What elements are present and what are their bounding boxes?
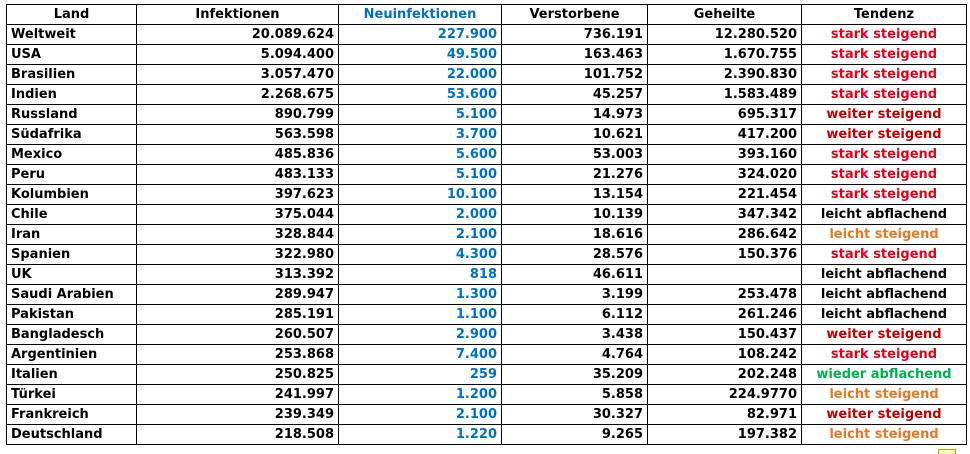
cell-neuinfektionen[interactable]: 2.100 (339, 225, 502, 245)
table-row (7, 185, 967, 205)
header-verstorbene[interactable]: Verstorbene (502, 5, 648, 25)
cell-verstorbene[interactable]: 9.265 (502, 425, 648, 445)
cell-neuinfektionen[interactable]: 53.600 (339, 85, 502, 105)
paste-options-icon[interactable] (938, 449, 956, 454)
cell-verstorbene[interactable]: 10.621 (502, 125, 648, 145)
cell-verstorbene[interactable]: 53.003 (502, 145, 648, 165)
cell-neuinfektionen[interactable]: 7.400 (339, 345, 502, 365)
cell-infektionen[interactable]: 20.089.624 (137, 25, 339, 45)
cell-tendenz[interactable]: leicht abflachend (802, 285, 967, 305)
cell-infektionen[interactable]: 5.094.400 (137, 45, 339, 65)
cell-land[interactable]: Weltweit (7, 25, 137, 45)
cell-geheilte[interactable]: 224.9770 (648, 385, 802, 405)
cell-geheilte[interactable]: 2.390.830 (648, 65, 802, 85)
cell-infektionen[interactable]: 322.980 (137, 245, 339, 265)
table-row (7, 165, 967, 185)
cell-geheilte[interactable]: 286.642 (648, 225, 802, 245)
header-row (7, 5, 967, 25)
cell-neuinfektionen[interactable]: 22.000 (339, 65, 502, 85)
cell-land[interactable]: Brasilien (7, 65, 137, 85)
header-land[interactable]: Land (7, 5, 137, 25)
cell-tendenz[interactable]: stark steigend (802, 345, 967, 365)
cell-verstorbene[interactable]: 13.154 (502, 185, 648, 205)
covid-table (6, 4, 967, 445)
cell-tendenz[interactable]: stark steigend (802, 245, 967, 265)
table-row (7, 305, 967, 325)
cell-land[interactable]: Iran (7, 225, 137, 245)
table-row (7, 65, 967, 85)
cell-geheilte[interactable]: 1.670.755 (648, 45, 802, 65)
cell-tendenz[interactable]: leicht abflachend (802, 265, 967, 285)
cell-land[interactable]: Argentinien (7, 345, 137, 365)
cell-verstorbene[interactable]: 736.191 (502, 25, 648, 45)
cell-geheilte[interactable]: 12.280.520 (648, 25, 802, 45)
cell-verstorbene[interactable]: 14.973 (502, 105, 648, 125)
cell-land[interactable]: Türkei (7, 385, 137, 405)
header-neuinfektionen[interactable]: Neuinfektionen (339, 5, 502, 25)
table-row (7, 105, 967, 125)
table-row (7, 145, 967, 165)
cell-geheilte[interactable]: 202.248 (648, 365, 802, 385)
cell-infektionen[interactable]: 250.825 (137, 365, 339, 385)
cell-geheilte[interactable]: 221.454 (648, 185, 802, 205)
cell-tendenz[interactable]: leicht steigend (802, 225, 967, 245)
cell-verstorbene[interactable]: 45.257 (502, 85, 648, 105)
table-row (7, 25, 967, 45)
cell-infektionen[interactable]: 563.598 (137, 125, 339, 145)
cell-land[interactable]: Chile (7, 205, 137, 225)
covid-statistics-sheet (6, 4, 966, 445)
header-geheilte[interactable]: Geheilte (648, 5, 802, 25)
cell-geheilte[interactable] (648, 265, 802, 285)
cell-neuinfektionen[interactable]: 2.000 (339, 205, 502, 225)
cell-infektionen[interactable]: 289.947 (137, 285, 339, 305)
table-row (7, 245, 967, 265)
cell-neuinfektionen[interactable]: 1.220 (339, 425, 502, 445)
cell-land[interactable]: Deutschland (7, 425, 137, 445)
cell-verstorbene[interactable]: 10.139 (502, 205, 648, 225)
header-infektionen[interactable]: Infektionen (137, 5, 339, 25)
cell-land[interactable]: Südafrika (7, 125, 137, 145)
cell-verstorbene[interactable]: 3.438 (502, 325, 648, 345)
table-row (7, 425, 967, 445)
cell-tendenz[interactable]: stark steigend (802, 45, 967, 65)
cell-neuinfektionen[interactable]: 2.100 (339, 405, 502, 425)
cell-infektionen[interactable]: 375.044 (137, 205, 339, 225)
cell-infektionen[interactable]: 241.997 (137, 385, 339, 405)
cell-land[interactable]: UK (7, 265, 137, 285)
table-row (7, 405, 967, 425)
cell-neuinfektionen[interactable]: 1.100 (339, 305, 502, 325)
table-row (7, 285, 967, 305)
cell-neuinfektionen[interactable]: 1.300 (339, 285, 502, 305)
cell-infektionen[interactable]: 483.133 (137, 165, 339, 185)
cell-tendenz[interactable]: leicht steigend (802, 385, 967, 405)
cell-verstorbene[interactable]: 18.616 (502, 225, 648, 245)
cell-tendenz[interactable]: stark steigend (802, 85, 967, 105)
cell-verstorbene[interactable]: 163.463 (502, 45, 648, 65)
cell-tendenz[interactable]: stark steigend (802, 165, 967, 185)
cell-geheilte[interactable]: 150.437 (648, 325, 802, 345)
cell-geheilte[interactable]: 695.317 (648, 105, 802, 125)
table-row (7, 385, 967, 405)
table-row (7, 325, 967, 345)
cell-neuinfektionen[interactable]: 4.300 (339, 245, 502, 265)
cell-verstorbene[interactable]: 21.276 (502, 165, 648, 185)
cell-land[interactable]: Bangladesch (7, 325, 137, 345)
cell-land[interactable]: Italien (7, 365, 137, 385)
cell-geheilte[interactable]: 417.200 (648, 125, 802, 145)
cell-verstorbene[interactable]: 5.858 (502, 385, 648, 405)
cell-geheilte[interactable]: 82.971 (648, 405, 802, 425)
cell-geheilte[interactable]: 150.376 (648, 245, 802, 265)
cell-infektionen[interactable]: 890.799 (137, 105, 339, 125)
cell-infektionen[interactable]: 260.507 (137, 325, 339, 345)
cell-infektionen[interactable]: 218.508 (137, 425, 339, 445)
header-tendenz[interactable]: Tendenz (802, 5, 967, 25)
cell-neuinfektionen[interactable]: 227.900 (339, 25, 502, 45)
cell-geheilte[interactable]: 108.242 (648, 345, 802, 365)
cell-neuinfektionen[interactable]: 10.100 (339, 185, 502, 205)
cell-geheilte[interactable]: 253.478 (648, 285, 802, 305)
cell-tendenz[interactable]: stark steigend (802, 25, 967, 45)
cell-land[interactable]: Mexico (7, 145, 137, 165)
cell-geheilte[interactable]: 1.583.489 (648, 85, 802, 105)
cell-land[interactable]: Indien (7, 85, 137, 105)
cell-neuinfektionen[interactable]: 5.600 (339, 145, 502, 165)
cell-verstorbene[interactable]: 3.199 (502, 285, 648, 305)
table-row (7, 265, 967, 285)
table-row (7, 45, 967, 65)
cell-infektionen[interactable]: 397.623 (137, 185, 339, 205)
cell-land[interactable]: Pakistan (7, 305, 137, 325)
cell-verstorbene[interactable]: 46.611 (502, 265, 648, 285)
cell-infektionen[interactable]: 2.268.675 (137, 85, 339, 105)
cell-verstorbene[interactable]: 4.764 (502, 345, 648, 365)
cell-infektionen[interactable]: 328.844 (137, 225, 339, 245)
cell-verstorbene[interactable]: 30.327 (502, 405, 648, 425)
cell-neuinfektionen[interactable]: 49.500 (339, 45, 502, 65)
cell-geheilte[interactable]: 261.246 (648, 305, 802, 325)
cell-infektionen[interactable]: 485.836 (137, 145, 339, 165)
table-row (7, 205, 967, 225)
cell-infektionen[interactable]: 285.191 (137, 305, 339, 325)
cell-neuinfektionen[interactable]: 5.100 (339, 165, 502, 185)
cell-infektionen[interactable]: 3.057.470 (137, 65, 339, 85)
table-row (7, 85, 967, 105)
cell-tendenz[interactable]: stark steigend (802, 185, 967, 205)
cell-geheilte[interactable]: 197.382 (648, 425, 802, 445)
cell-tendenz[interactable]: stark steigend (802, 145, 967, 165)
cell-tendenz[interactable]: weiter steigend (802, 405, 967, 425)
cell-geheilte[interactable]: 324.020 (648, 165, 802, 185)
cell-land[interactable]: Russland (7, 105, 137, 125)
cell-tendenz[interactable]: weiter steigend (802, 125, 967, 145)
cell-geheilte[interactable]: 347.342 (648, 205, 802, 225)
cell-neuinfektionen[interactable]: 1.200 (339, 385, 502, 405)
table-body (7, 25, 967, 445)
cell-tendenz[interactable]: weiter steigend (802, 105, 967, 125)
cell-verstorbene[interactable]: 6.112 (502, 305, 648, 325)
cell-tendenz[interactable]: leicht steigend (802, 425, 967, 445)
cell-infektionen[interactable]: 239.349 (137, 405, 339, 425)
cell-infektionen[interactable]: 253.868 (137, 345, 339, 365)
cell-tendenz[interactable]: leicht abflachend (802, 205, 967, 225)
cell-tendenz[interactable]: stark steigend (802, 65, 967, 85)
table-row (7, 345, 967, 365)
cell-verstorbene[interactable]: 28.576 (502, 245, 648, 265)
table-row (7, 365, 967, 385)
cell-neuinfektionen[interactable]: 818 (339, 265, 502, 285)
table-row (7, 225, 967, 245)
cell-geheilte[interactable]: 393.160 (648, 145, 802, 165)
cell-verstorbene[interactable]: 101.752 (502, 65, 648, 85)
cell-land[interactable]: Saudi Arabien (7, 285, 137, 305)
cell-land[interactable]: Kolumbien (7, 185, 137, 205)
cell-infektionen[interactable]: 313.392 (137, 265, 339, 285)
cell-neuinfektionen[interactable]: 3.700 (339, 125, 502, 145)
cell-neuinfektionen[interactable]: 259 (339, 365, 502, 385)
cell-neuinfektionen[interactable]: 5.100 (339, 105, 502, 125)
cell-tendenz[interactable]: weiter steigend (802, 325, 967, 345)
table-row (7, 125, 967, 145)
cell-tendenz[interactable]: leicht abflachend (802, 305, 967, 325)
cell-tendenz[interactable]: wieder abflachend (802, 365, 967, 385)
cell-neuinfektionen[interactable]: 2.900 (339, 325, 502, 345)
cell-land[interactable]: Frankreich (7, 405, 137, 425)
cell-verstorbene[interactable]: 35.209 (502, 365, 648, 385)
cell-land[interactable]: Peru (7, 165, 137, 185)
cell-land[interactable]: USA (7, 45, 137, 65)
cell-land[interactable]: Spanien (7, 245, 137, 265)
